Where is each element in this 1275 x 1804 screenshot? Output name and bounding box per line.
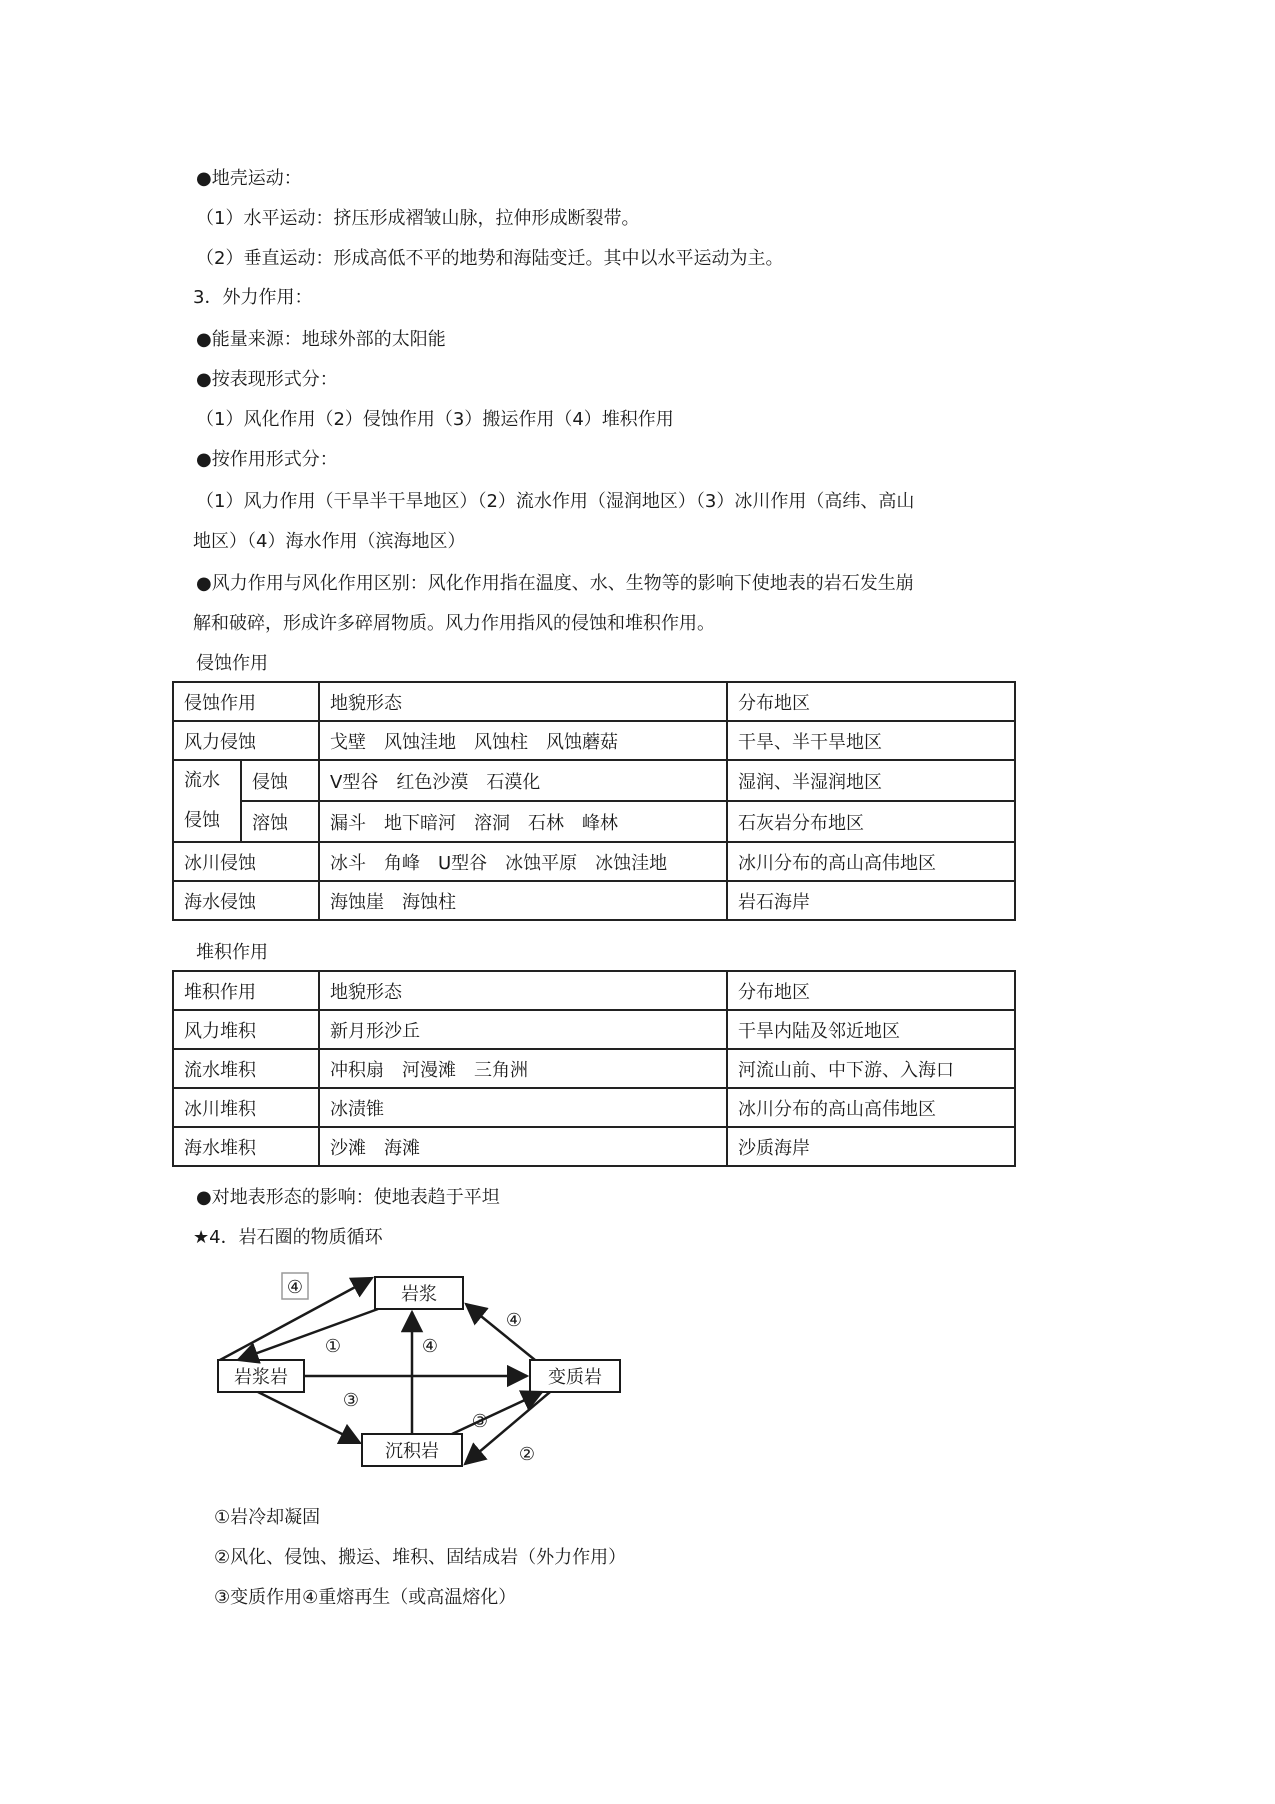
row-landforms: 沙滩 海滩 [319,1127,727,1166]
row-label: 冰川堆积 [173,1088,319,1127]
heading-crust-movement: ●地壳运动： [196,168,302,189]
node-metamorphic: 变质岩 [548,1367,602,1388]
table-row [173,1010,1015,1049]
row-landforms: V型谷 红色沙漠 石漠化 [319,760,727,801]
table-row [173,721,1015,760]
heading-by-form: ●按表现形式分： [196,369,338,390]
arrow-sedimentary-to-metamorphic [452,1392,542,1434]
header-cell: 分布地区 [727,971,1015,1010]
table-row [173,1088,1015,1127]
row-region: 沙质海岸 [727,1127,1015,1166]
text-agent-list-2: 地区）（4）海水作用（滨海地区） [193,531,466,552]
legend-metamorphism-remelt: ③变质作用④重熔再生（或高温熔化） [214,1587,517,1608]
label-remelt-center: ④ [421,1336,439,1357]
group-label-line: 侵蚀 [184,810,220,831]
sub-label: 溶蚀 [241,801,319,842]
row-label: 风力堆积 [173,1010,319,1049]
table-header-row [173,971,1015,1010]
header-cell: 堆积作用 [173,971,319,1010]
table-header-row [173,682,1015,721]
erosion-table-caption: 侵蚀作用 [196,653,268,674]
arrow-magma-to-igneous [238,1309,378,1360]
text-horizontal-movement: （1）水平运动：挤压形成褶皱山脉，拉伸形成断裂带。 [196,208,640,229]
table-row [173,760,1015,801]
sub-label: 侵蚀 [241,760,319,801]
group-label-water [173,760,241,842]
row-label: 流水堆积 [173,1049,319,1088]
group-label-line: 流水 [184,770,220,791]
row-region: 河流山前、中下游、入海口 [727,1049,1015,1088]
row-region: 岩石海岸 [727,881,1015,920]
header-cell: 地貌形态 [319,971,727,1010]
label-metamorphism-mid: ③ [342,1390,360,1411]
row-region: 湿润、半湿润地区 [727,760,1015,801]
label-remelt-right: ④ [505,1310,523,1331]
row-landforms: 海蚀崖 海蚀柱 [319,881,727,920]
row-landforms: 冲积扇 河漫滩 三角洲 [319,1049,727,1088]
table-row [173,801,1015,842]
header-cell: 地貌形态 [319,682,727,721]
label-external-forces: ② [518,1444,536,1465]
text-difference-1: ●风力作用与风化作用区别：风化作用指在温度、水、生物等的影响下使地表的岩石发生崩 [196,573,914,594]
arrow-metamorphic-to-magma [466,1304,535,1360]
text-vertical-movement: （2）垂直运动：形成高低不平的地势和海陆变迁。其中以水平运动为主。 [196,248,784,269]
row-region: 干旱内陆及邻近地区 [727,1010,1015,1049]
label-cooling: ① [324,1336,342,1357]
text-agent-list-1: （1）风力作用（干旱半干旱地区）（2）流水作用（湿润地区）（3）冰川作用（高纬、高山 [196,491,915,512]
table-row [173,1049,1015,1088]
text-difference-2: 解和破碎，形成许多碎屑物质。风力作用指风的侵蚀和堆积作用。 [193,613,715,634]
node-sedimentary: 沉积岩 [385,1441,439,1462]
heading-rock-cycle: ★4．岩石圈的物质循环 [193,1227,383,1248]
node-magma: 岩浆 [401,1284,437,1305]
header-cell: 分布地区 [727,682,1015,721]
node-igneous: 岩浆岩 [234,1367,288,1388]
row-label: 海水堆积 [173,1127,319,1166]
label-remelt-boxed: ④ [286,1277,304,1298]
text-form-list: （1）风化作用（2）侵蚀作用（3）搬运作用（4）堆积作用 [196,409,674,430]
row-label: 冰川侵蚀 [173,842,319,881]
row-label: 海水侵蚀 [173,881,319,920]
deposition-table-caption: 堆积作用 [196,942,268,963]
row-landforms: 冰斗 角峰 U型谷 冰蚀平原 冰蚀洼地 [319,842,727,881]
header-cell: 侵蚀作用 [173,682,319,721]
row-region: 干旱、半干旱地区 [727,721,1015,760]
deposition-table [172,970,1016,1167]
row-label: 风力侵蚀 [173,721,319,760]
text-surface-effect: ●对地表形态的影响：使地表趋于平坦 [196,1187,500,1208]
erosion-table [172,681,1016,921]
row-landforms: 新月形沙丘 [319,1010,727,1049]
label-metamorphism-low: ③ [471,1411,489,1432]
row-region: 冰川分布的高山高伟地区 [727,1088,1015,1127]
legend-cooling: ①岩冷却凝固 [214,1507,321,1528]
row-region: 石灰岩分布地区 [727,801,1015,842]
heading-external-forces: 3．外力作用： [193,287,313,308]
row-region: 冰川分布的高山高伟地区 [727,842,1015,881]
row-landforms: 戈壁 风蚀洼地 风蚀柱 风蚀蘑菇 [319,721,727,760]
table-row [173,881,1015,920]
rock-cycle-diagram [200,1268,640,1488]
heading-by-agent: ●按作用形式分： [196,449,338,470]
row-landforms: 漏斗 地下暗河 溶洞 石林 峰林 [319,801,727,842]
table-row [173,842,1015,881]
row-landforms: 冰渍锥 [319,1088,727,1127]
legend-external: ②风化、侵蚀、搬运、堆积、固结成岩（外力作用） [214,1547,627,1568]
text-energy-source: ●能量来源：地球外部的太阳能 [196,329,446,350]
table-row [173,1127,1015,1166]
